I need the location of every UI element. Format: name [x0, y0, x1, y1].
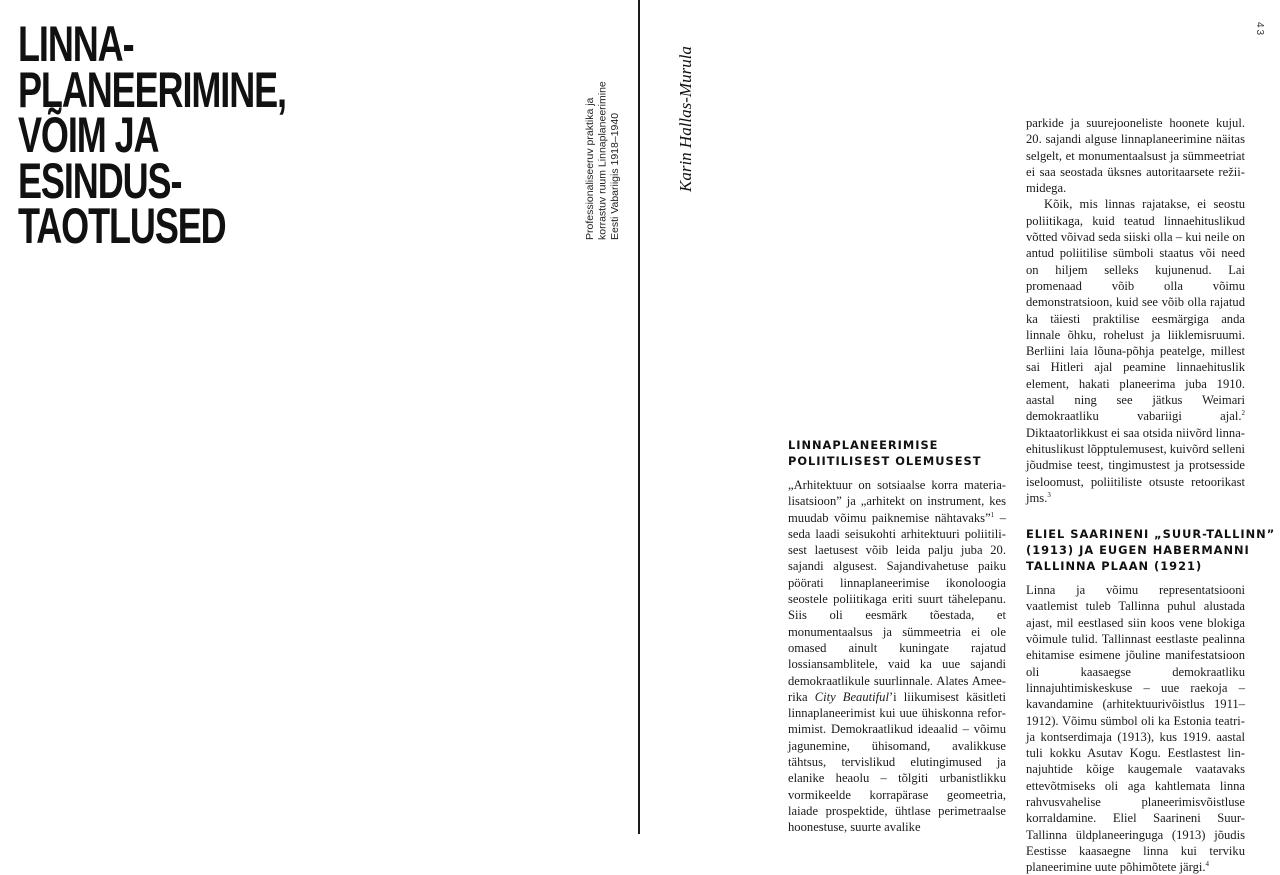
paragraph-text: Diktaatorlikkust ei saa otsida niivõrd linnaehituslikust lõpptulemusest, kuivõrd selleni jõudmise teest, tingimustest ja protsesside iseloomust, poliitiliste otsuste retoorikast jms.: [1026, 425, 1245, 505]
title-line: TAOTLUSED: [18, 198, 226, 254]
body-paragraph: parkide ja suurejooneliste hoonete kujul. 20. sajandi alguse linnaplaneerimine näitas selgelt, et monumentaalsust ja sümmeetriat ei saa seostada üksnes autoritaarsete režiimidega.: [1026, 116, 1245, 196]
paragraph-text: ’i liikumisest käsitleti linnaplaneerimist kui uue ühiskonna reformimist. Demokraatlikud ideaalid – võimu jagunemine, ühisomand, avalikkuse tähtsus, tervislikud elutingimused ja elanike heaolu – tõlgiti urbanistlikku vormikeelde korrapärase geomeetria, laiade prospektide, ühtlase perimetraalse hoonestuse, suurte avalike: [788, 689, 1006, 835]
section-heading: [788, 437, 1006, 469]
paragraph-text: „Arhitektuur on sotsiaalse korra materialisatsioon” ja „arhitekt on instrument, kes muudab võimu paiknemise nähtavaks”: [788, 478, 1006, 525]
body-paragraph: [1026, 582, 1245, 875]
subtitle-line: Eesti Vabariigis 1918–1940: [609, 112, 621, 240]
page-gutter-divider: [638, 0, 640, 834]
paragraph-text: – seda laadi seisukohti arhitektuuri poliitilisest laetusest võib leida palju juba 20. sajandi algusest. Sajandivahetuse paiku pöörati linnaplaneerimise ikonoloogia seostele poliitikaga eriti suurt tähelepanu. Siis oli eesmärk tõestada, et monumentaalsus ja sümmeetria ei ole omased ainult kuningate rajatud lossiansamblitele, vaid ka uue sajandi demokraatlikule suurlinnale. Alates Ameerika: [788, 510, 1006, 704]
footnote-ref[interactable]: 4: [1205, 859, 1210, 868]
heading-line: LINNAPLANEERIMISE: [788, 438, 939, 452]
chapter-title: [18, 16, 286, 254]
paragraph-text: Kõik, mis linnas rajatakse, ei seostu poliitikaga, kuid teatud linnaehituslikud võtted võivad seda siiski olla – kui neile on antud poliitilise sümboli staatus või need on hiljem selleks kujunenud. Lai promenaad võib olla võimu demonstratsioon, kuid see võib olla rajatud ka täiesti praktilise eesmärgiga anda linnale õhku, rohelust ja liiklemisruumi. Berliini laia lõuna-põhja peatelge, millest sai Hitleri ajal peamine linnaehituslik element, hakati planeerima juba 1910. aastal ning see jätkus Weimari demokraatliku vabariigi ajal.: [1026, 197, 1245, 424]
footnote-ref[interactable]: 3: [1047, 490, 1051, 499]
subtitle-line: korrastuv ruum Linnaplaneerimine: [596, 81, 609, 240]
chapter-subtitle: [584, 26, 622, 240]
title-line: LINNA-: [18, 16, 134, 72]
subtitle-line: Professionaliseeruv praktika ja: [584, 97, 596, 240]
heading-line: (1913) JA EUGEN HABERMANNI: [1026, 543, 1250, 558]
body-paragraph: [788, 477, 1006, 836]
author-name: Karin Hallas-Murula: [676, 46, 695, 192]
title-line: VÕIM JA: [18, 107, 159, 163]
body-paragraph: [1026, 196, 1245, 506]
footnote-ref[interactable]: 2: [1241, 409, 1245, 418]
heading-line: ELIEL SAARINENI „SUUR-TALLINN”: [1026, 527, 1276, 542]
paragraph-text: Linna ja võimu representatsiooni vaatlemist tuleb Tallinna puhul alustada ajast, mil eestlased siin koos vene blokiga võimule tulid. Tallinnast eestlaste pealinna ehitamise esimene jõuline manifestatsioon oli kaasaegse demokraatliku linnajuhtimiskeskuse – uue raekoja – kavandamine (arhitektuurivõistlus 1911–1912). Võimu sümbol oli ka Estonia teatri- ja kontserdimaja (1913), kus 1919. aastal tuli kokku Asutav Kogu. Eestlastest linnajuhtide kõige kaugemale vaatavaks ettevõtmiseks oli aga kahtlemata linna rahvusvahelise planeerimisvõistluse korraldamine. Eliel Saarineni Suur-Tallinna üldplaneeringuga (1913) jõudis Eestisse kaasaegne linna kui terviku planeerimine uute põhimõtete järgi.: [1026, 583, 1245, 875]
italic-term: City Beautiful: [814, 689, 889, 704]
footnote-ref[interactable]: 1: [990, 510, 995, 519]
page-number: 43: [1254, 22, 1265, 38]
text-column-1: [788, 437, 1006, 836]
title-line: ESINDUS-: [18, 152, 182, 209]
heading-line: TALLINNA PLAAN (1921): [1026, 559, 1203, 574]
title-line: PLANEERIMINE,: [18, 61, 286, 118]
left-page: [0, 0, 638, 834]
heading-line: POLIITILISEST OLEMUSEST: [788, 454, 982, 468]
text-column-2: [1026, 115, 1276, 875]
section-heading: [1026, 526, 1276, 574]
